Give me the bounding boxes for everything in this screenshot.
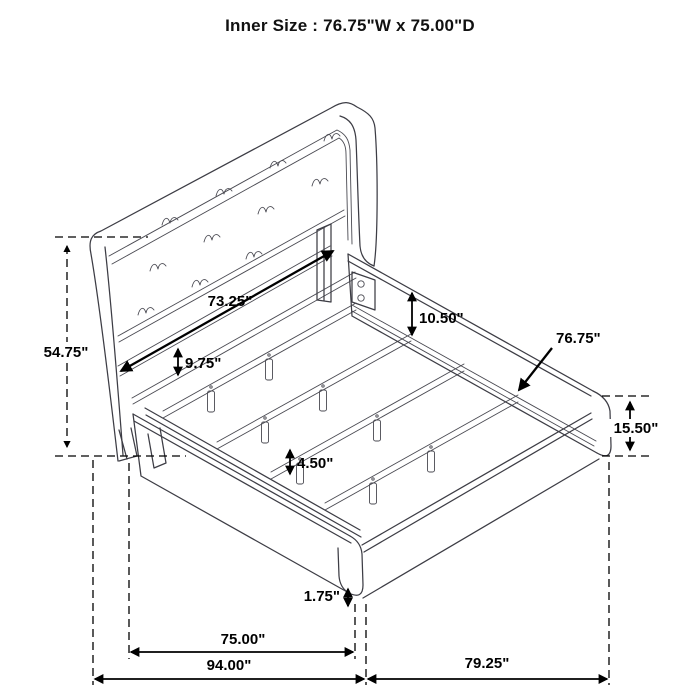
- dimension-inner-width: [519, 330, 601, 390]
- dimension-line: [121, 251, 333, 371]
- slat-4: [325, 395, 518, 510]
- headboard-left-leg: [119, 428, 166, 468]
- head-rail-lower-pair: [132, 272, 356, 404]
- dimension-label: 9.75": [185, 355, 222, 372]
- dimension-label: 54.75": [43, 344, 89, 361]
- dimension-floor-clearance: [304, 588, 348, 606]
- dimension-headboard-inner-width: [121, 251, 333, 371]
- left-side-rail: [133, 414, 363, 595]
- foot-rail-bottom-edge: [363, 459, 599, 598]
- extension-line: [129, 463, 355, 659]
- platform-deck: [145, 303, 518, 537]
- foot-left-corner: [338, 536, 363, 595]
- dimension-rail-top-to-slats: [412, 293, 464, 335]
- dimension-label: 76.75": [556, 330, 601, 347]
- left-rail-bottom-edge: [133, 414, 349, 593]
- dimension-label: 10.50": [419, 310, 464, 327]
- right-side-rail: [348, 254, 611, 456]
- foot-rail: [362, 413, 599, 598]
- dimension-label: 15.50": [613, 420, 659, 437]
- right-rail-top-edge: [348, 254, 593, 396]
- dimension-inner-depth: [129, 463, 355, 659]
- inner-size-title: Inner Size : 76.75"W x 75.00"D: [225, 16, 475, 35]
- bracket-bolt-hole: [358, 295, 364, 301]
- dimension-label: 1.75": [303, 588, 340, 605]
- mounting-bracket: [352, 272, 375, 310]
- headboard-right-wing-inner-edge: [340, 116, 374, 266]
- dimension-label: 94.00": [206, 657, 252, 674]
- dimension-label: 73.25": [207, 293, 253, 310]
- right-rail-corner: [593, 391, 611, 456]
- right-rail-bottom-edge: [348, 254, 597, 453]
- deck-left-edge: [145, 408, 361, 537]
- dimension-label: 4.50": [297, 455, 334, 472]
- dimension-label: 75.00": [220, 631, 266, 648]
- right-rail-slat-ledge: [352, 305, 596, 446]
- dimension-label: 79.25": [464, 655, 510, 672]
- headboard: [90, 103, 377, 468]
- left-rail-top-edge: [133, 414, 351, 543]
- dimension-slat-leg-height: [290, 450, 333, 474]
- head-rail-upper-pair: [118, 210, 345, 342]
- headboard-panel-piping: [109, 130, 352, 264]
- dimension-headboard-bottom-to-slats: [178, 349, 221, 375]
- bracket-bolt-hole: [358, 281, 364, 287]
- headboard-outline: [90, 103, 377, 461]
- headboard-tufting: [138, 134, 340, 315]
- center-post-and-bracket: [317, 224, 375, 310]
- slat-2: [217, 334, 411, 449]
- leader-arrow: [519, 348, 552, 390]
